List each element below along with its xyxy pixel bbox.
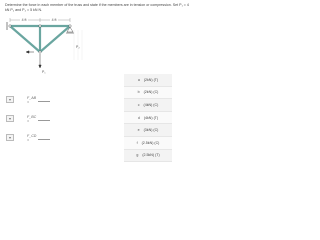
option-text: (2kN) (T): [143, 77, 159, 82]
dimension-label-2: 4 ft: [51, 17, 57, 22]
option-letter: f: [136, 140, 138, 145]
load-arrowhead-p2: [26, 51, 29, 53]
option-letter: b: [137, 90, 140, 95]
load-arrows: [26, 51, 41, 68]
option-letter: e: [137, 128, 140, 133]
load-arrowhead-p1: [39, 65, 41, 68]
option-letter: a: [137, 77, 140, 82]
drag-handle-icon[interactable]: ▾: [6, 96, 14, 103]
answer-row-fab: [6, 95, 52, 104]
answer-input-fab[interactable]: [38, 100, 50, 102]
option-c[interactable]: [124, 99, 172, 112]
answer-input-fcd[interactable]: [38, 138, 50, 140]
option-g[interactable]: [124, 150, 172, 163]
answer-label-fbc: F_BC =: [27, 114, 37, 123]
load-label-p1: P₁: [42, 70, 46, 74]
option-text: (2.5kN) (T): [142, 153, 160, 158]
drag-handle-icon[interactable]: ▾: [6, 134, 14, 141]
answer-label-fab: F_AB =: [27, 95, 36, 104]
answer-row-fbc: [6, 114, 52, 123]
option-text: (2.5kN) (C): [141, 140, 160, 145]
answer-label-fcd: F_CD =: [27, 133, 37, 142]
option-b[interactable]: [124, 87, 172, 100]
problem-statement: Determine the force in each member of the truss and state if the members are in tension or compression. Set P₁ = 4 kN P₂ and P₂ = 5 kN N.: [5, 3, 189, 12]
option-text: (4kN) (C): [143, 102, 159, 107]
drag-handle-icon[interactable]: ▾: [6, 115, 14, 122]
dimension-line-group: [10, 17, 70, 22]
option-text: (3kN) (C): [143, 128, 159, 133]
option-a[interactable]: [124, 74, 172, 87]
answer-row-fcd: [6, 133, 52, 142]
load-label-p2: P₂: [76, 45, 80, 49]
dimension-label-1: 4 ft: [21, 17, 27, 22]
option-text: (4kN) (T): [143, 115, 159, 120]
truss-members: [10, 26, 70, 52]
option-text: (2kN) (C): [143, 90, 159, 95]
option-e[interactable]: [124, 124, 172, 137]
option-d[interactable]: [124, 112, 172, 125]
answer-input-fbc[interactable]: [38, 119, 50, 121]
option-letter: d: [137, 115, 140, 120]
option-f[interactable]: [124, 137, 172, 150]
member-right-diagonal: [40, 26, 70, 52]
member-left-diagonal: [10, 26, 40, 52]
option-letter: g: [136, 153, 139, 158]
option-letter: c: [137, 102, 140, 107]
answer-options: [124, 74, 172, 162]
